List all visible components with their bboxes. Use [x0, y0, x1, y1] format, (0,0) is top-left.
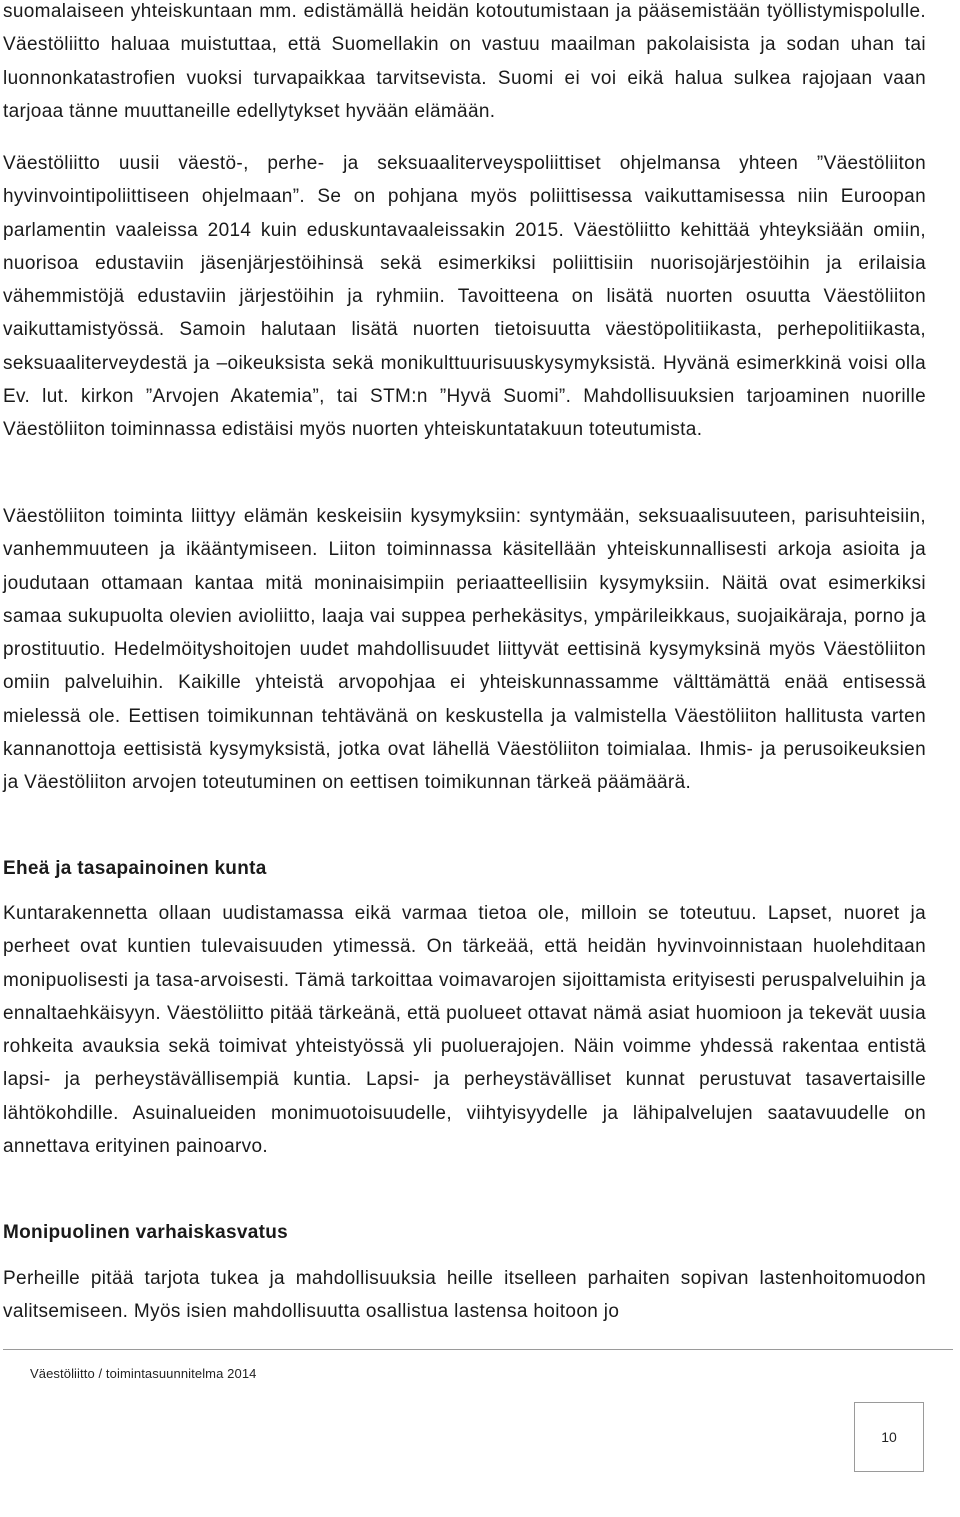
paragraph-immigration: suomalaiseen yhteiskuntaan mm. edistämällä heidän kotoutumistaan ja pääsemistään työllistymispolulle. Väestöliitto haluaa muistuttaa, että Suomellakin on vastuu maailman pakolaisista ja sodan uhan tai luonnonkatastrofien vuoksi turvapaikkaa tarvitsevista. Suomi ei voi eikä halua sulkea rajojaan vaan tarjoaa tänne muuttaneille edellytykset hyvään elämään.	[3, 1, 926, 122]
paragraph-welfare-policy: Väestöliitto uusii väestö-, perhe- ja seksuaaliterveyspoliittiset ohjelmansa yhteen ”Väestöliiton hyvinvointipoliittiseen ohjelmaan”. Se on pohjana myös poliittisessa vaikuttamisessa niin Euroopan parlamentin vaaleissa 2014 kuin eduskuntavaaleissakin 2015. Väestöliitto kehittää yhteyksiään omiin, nuorisoa edustaviin jäsenjärjestöihinsä sekä esimerkiksi poliittisiin nuorisojärjestöihin ja erilaisia vähemmistöjä edustaviin järjestöihin ja ryhmiin. Tavoitteena on lisätä nuorten osuutta Väestöliiton vaikuttamistyössä. Samoin halutaan lisätä nuorten tietoisuutta väestöpolitiikasta, perhepolitiikasta, seksuaaliterveydestä ja –oikeuksista sekä monikulttuurisuuskysymyksistä. Hyvänä esimerkkinä voisi olla Ev. lut. kirkon ”Arvojen Akatemia”, tai STM:n ”Hyvä Suomi”. Mahdollisuuksien tarjoaminen nuorille Väestöliiton toiminnassa edistäisi myös nuorten yhteiskuntatakuun toteutumista.	[3, 153, 926, 441]
footer-title: Väestöliitto / toimintasuunnitelma 2014	[30, 1366, 257, 1381]
paragraph-kunta: Kuntarakennetta ollaan uudistamassa eikä varmaa tietoa ole, milloin se toteutuu. Lapset, nuoret ja perheet ovat kuntien tulevaisuuden ytimessä. On tärkeää, että heidän hyvinvoinnistaan huolehditaan monipuolisesti ja tasa-arvoisesti. Tämä tarkoittaa voimavarojen sijoittamista erityisesti peruspalveluihin ja ennaltaehkäisyyn. Väestöliitto pitää tärkeänä, että puolueet ottavat nämä asiat huomioon ja tekevät uusia rohkeita avauksia sekä toimivat yhteistyössä yli puoluerajojen. Näin voimme yhdessä rakentaa entistä lapsi- ja perheystävällisempiä kuntia. Lapsi- ja perheystävälliset kunnat perustuvat tasavertaisille lähtökohdille. Asuinalueiden monimuotoisuudelle, viihtyisyydelle ja lähipalvelujen saatavuudelle on annettava erityinen painoarvo.	[3, 903, 926, 1158]
footer-divider	[3, 1349, 953, 1350]
page-number: 10	[881, 1429, 897, 1445]
section-heading-varhaiskasvatus: Monipuolinen varhaiskasvatus	[3, 1222, 289, 1243]
paragraph-varhaiskasvatus: Perheille pitää tarjota tukea ja mahdollisuuksia heille itselleen parhaiten sopivan lastenhoitomuodon valitsemiseen. Myös isien mahdollisuutta osallistua lastensa hoitoon jo	[3, 1268, 926, 1323]
page-number-box	[854, 1402, 924, 1472]
paragraph-ethics: Väestöliiton toiminta liittyy elämän keskeisiin kysymyksiin: syntymään, seksuaalisuuteen, parisuhteisiin, vanhemmuuteen ja ikääntymiseen. Liiton toiminnassa käsitellään yhteiskunnallisesti arkoja asioita ja joudutaan ottamaan kantaa mitä moninaisimpiin periaatteellisiin kysymyksiin. Näitä ovat esimerkiksi samaa sukupuolta olevien avioliitto, laaja vai suppea perhekäsitys, ympärileikkaus, suojaikäraja, porno ja prostituutio. Hedelmöityshoitojen uudet mahdollisuudet liittyvät eettisinä kysymyksinä myös Väestöliiton omiin palveluihin. Kaikille yhteistä arvopohjaa ei yhteiskunnassamme välttämättä enää entisessä mielessä ole. Eettisen toimikunnan tehtävänä on keskustella ja valmistella Väestöliiton hallitusta varten kannanottoja eettisistä kysymyksistä, jotka ovat lähellä Väestöliiton toimialaa. Ihmis- ja perusoikeuksien ja Väestöliiton arvojen toteutuminen on eettisen toimikunnan tärkeä päämäärä.	[3, 506, 926, 794]
section-heading-kunta: Eheä ja tasapainoinen kunta	[3, 858, 267, 879]
